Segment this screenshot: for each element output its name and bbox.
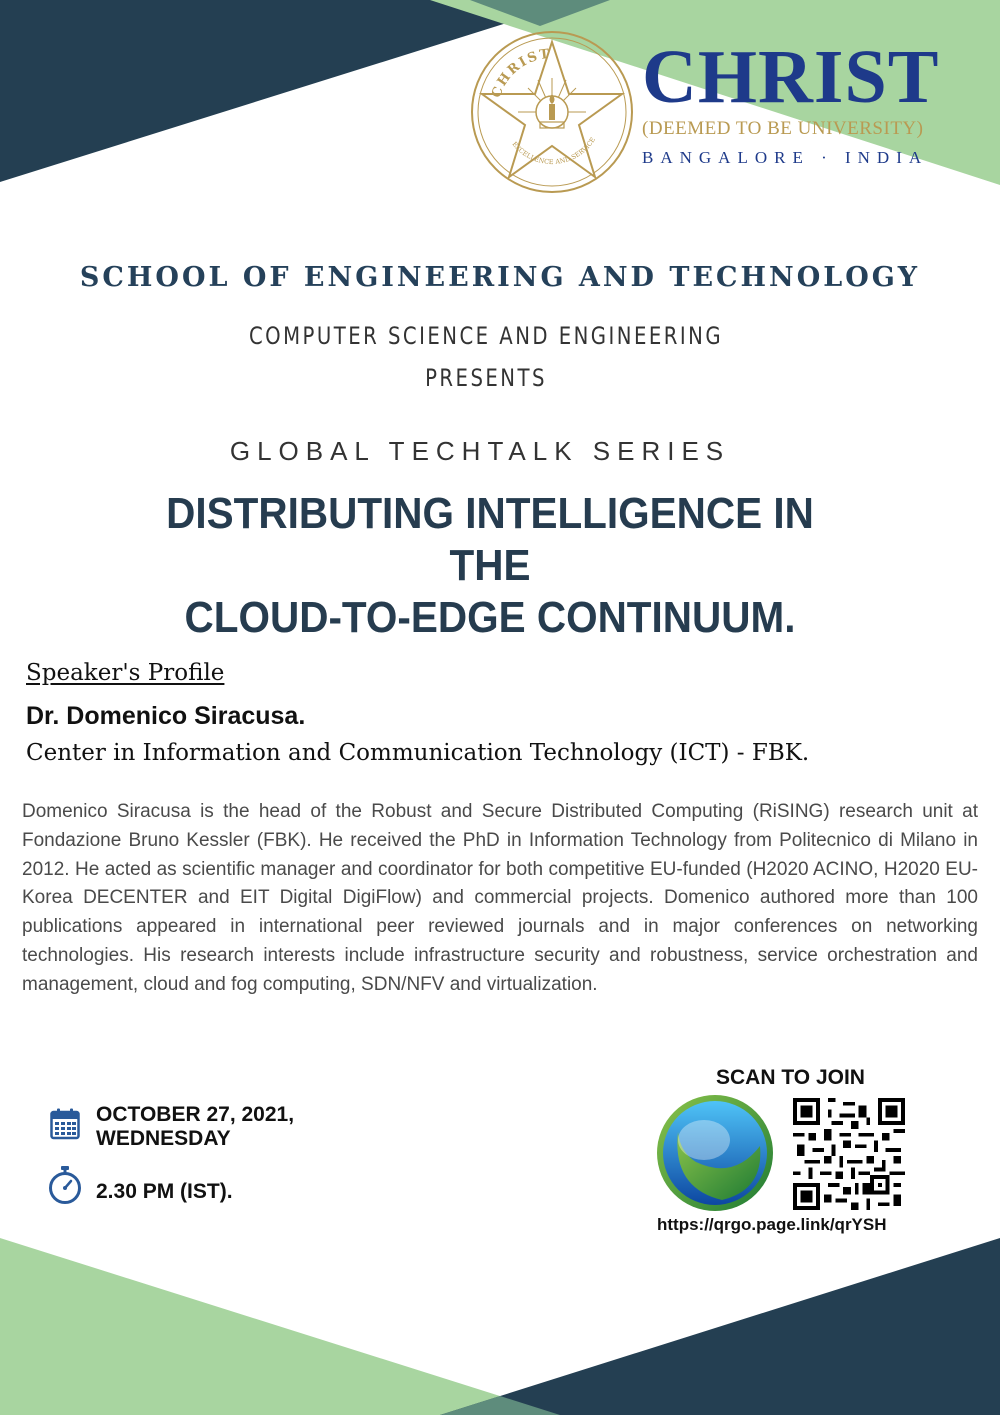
- speaker-profile-heading: Speaker's Profile: [26, 660, 225, 686]
- webex-logo: [656, 1092, 774, 1214]
- qr-code[interactable]: [790, 1098, 908, 1210]
- speaker-name: Dr. Domenico Siracusa.: [26, 702, 306, 730]
- university-wordmark: [642, 35, 982, 168]
- speaker-affiliation: Center in Information and Communication Technology (ICT) - FBK.: [26, 740, 810, 766]
- event-date-line-2: WEDNESDAY: [96, 1127, 231, 1150]
- university-location: BANGALORE · INDIA: [642, 148, 929, 167]
- speaker-bio: Domenico Siracusa is the head of the Robust and Secure Distributed Computing (RiSING) research unit at Fondazione Bruno Kessler (FBK). He received the PhD in Information Technology from Politecnico di Milano in 2012. He acted as scientific manager and coordinator for both competitive EU-funded (H2020 ACINO, H2020 EU-Korea DECENTER and EIT Digital DigiFlow) and commercial projects. Domenico authored more than 100 publications appeared in international peer reviewed journals and in major conferences on networking technologies. His research interests include infrastructure security and robustness, service orchestration and management, cloud and fog computing, SDN/NFV and virtualization.: [22, 801, 978, 995]
- event-time: 2.30 PM (IST).: [96, 1180, 233, 1203]
- join-link[interactable]: https://qrgo.page.link/qrYSH: [657, 1215, 887, 1234]
- calendar-icon: [50, 1108, 80, 1140]
- talk-title-line-1: DISTRIBUTING INTELLIGENCE IN THE: [166, 489, 814, 590]
- stopwatch-icon: [48, 1165, 82, 1205]
- talk-title-line-2: CLOUD-TO-EDGE CONTINUUM.: [184, 593, 796, 642]
- presents-label: PRESENTS: [425, 364, 547, 392]
- university-status: (DEEMED TO BE UNIVERSITY): [642, 118, 924, 139]
- series-name: GLOBAL TECHTALK SERIES: [229, 436, 731, 466]
- school-name: SCHOOL OF ENGINEERING AND TECHNOLOGY: [79, 262, 921, 293]
- bottom-left-mint-wedge: [0, 1238, 560, 1415]
- university-name: CHRIST: [642, 35, 940, 119]
- talk-title: [122, 488, 858, 644]
- scan-to-join-heading: SCAN TO JOIN: [716, 1066, 865, 1089]
- event-date: [96, 1103, 294, 1151]
- bottom-right-navy-wedge: [440, 1238, 1000, 1415]
- university-seal-logo: [468, 28, 636, 196]
- department-name: COMPUTER SCIENCE AND ENGINEERING: [248, 322, 724, 350]
- seal-top-text: CHRIST: [489, 46, 553, 100]
- seal-bottom-text: EXCELLENCE AND SERVICE: [510, 135, 597, 167]
- event-date-line-1: OCTOBER 27, 2021,: [96, 1103, 295, 1126]
